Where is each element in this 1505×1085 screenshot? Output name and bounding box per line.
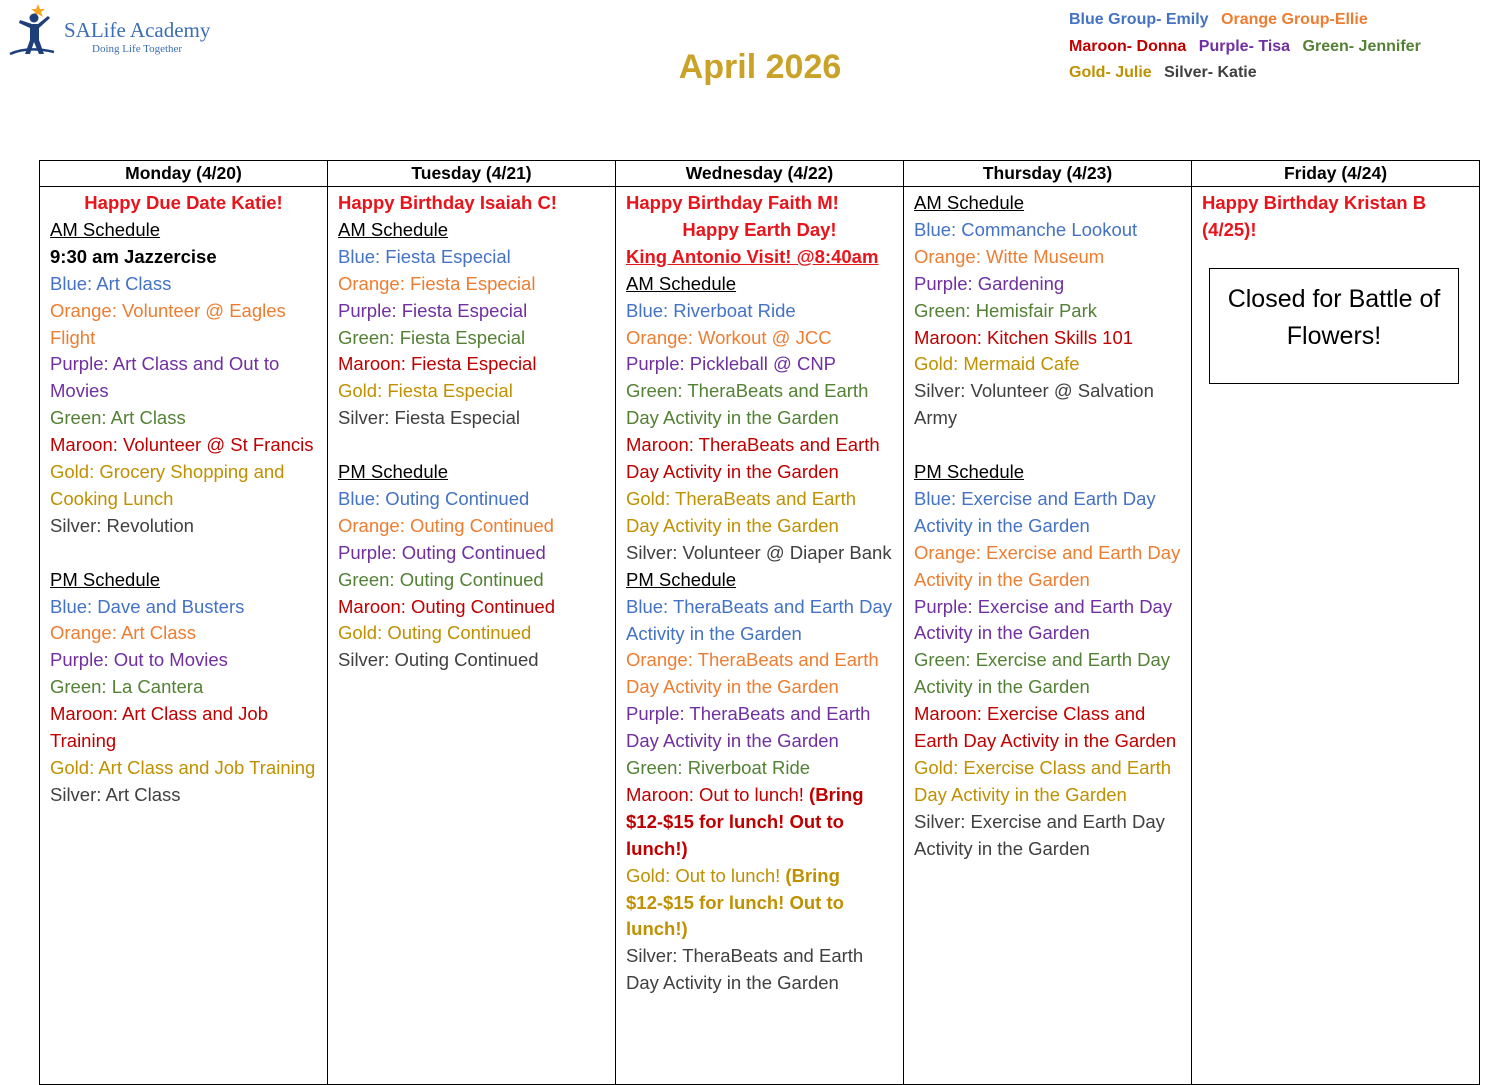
am-blue: Blue: Riverboat Ride — [626, 299, 796, 321]
pm-green: Green: Outing Continued — [338, 568, 544, 590]
legend-row — [1069, 7, 1429, 34]
pm-gold: Gold: Exercise Class and Earth Day Activity in the Garden — [914, 757, 1172, 805]
pm-purple: Purple: Exercise and Earth Day Activity in the Garden — [914, 595, 1173, 644]
pm-maroon — [626, 782, 893, 863]
am-orange: Orange: Volunteer @ Eagles Flight — [50, 299, 286, 348]
silver-label: Silver: — [50, 514, 102, 536]
day-header-wednesday: Wednesday (4/22) — [616, 161, 904, 187]
am-maroon: Maroon: TheraBeats and Earth Day Activity in the Garden — [626, 434, 880, 483]
day-cell-wednesday — [616, 187, 904, 1085]
legend-row — [1069, 60, 1429, 87]
special-note: Happy Earth Day! — [682, 218, 837, 240]
pm-purple: Purple: Outing Continued — [338, 541, 546, 563]
am-blue: Blue: Commanche Lookout — [914, 218, 1138, 240]
am-blue: Blue: Fiesta Especial — [338, 245, 511, 267]
am-orange: Orange: Fiesta Especial — [338, 272, 536, 294]
day-header-friday: Friday (4/24) — [1192, 161, 1480, 187]
jazzercise-note: 9:30 am Jazzercise — [50, 245, 217, 267]
pm-blue: Blue: TheraBeats and Earth Day Activity in the Garden — [626, 595, 893, 644]
am-gold: Gold: Fiesta Especial — [338, 380, 513, 402]
pm-heading: PM Schedule — [914, 461, 1025, 483]
pm-maroon: Maroon: Exercise Class and Earth Day Activity in the Garden — [914, 703, 1177, 752]
am-green: Green: TheraBeats and Earth Day Activity in the Garden — [626, 380, 869, 429]
am-heading: AM Schedule — [914, 192, 1025, 213]
am-green: Green: Fiesta Especial — [338, 326, 526, 348]
silver-activity: Revolution — [101, 514, 194, 536]
am-silver — [50, 513, 317, 540]
gold-note: (Bring $12-$15 for lunch! Out to lunch!) — [626, 864, 844, 940]
day-header-monday: Monday (4/20) — [40, 161, 328, 187]
day-cell-monday — [40, 187, 328, 1085]
pm-orange: Orange: Outing Continued — [338, 514, 554, 536]
day-cell-friday — [1192, 187, 1480, 1085]
pm-blue: Blue: Dave and Busters — [50, 595, 245, 617]
pm-heading: PM Schedule — [626, 568, 737, 590]
pm-silver: Silver: Art Class — [50, 783, 181, 805]
pm-maroon: Maroon: Outing Continued — [338, 595, 555, 617]
schedule-row — [40, 187, 1480, 1085]
day-header-tuesday: Tuesday (4/21) — [328, 161, 616, 187]
pm-purple: Purple: Out to Movies — [50, 649, 228, 671]
am-gold: Gold: Grocery Shopping and Cooking Lunch — [50, 461, 285, 509]
pm-silver: Silver: Outing Continued — [338, 649, 539, 671]
legend-row — [1069, 34, 1429, 61]
am-purple: Purple: Art Class and Out to Movies — [50, 353, 280, 402]
pm-heading: PM Schedule — [50, 568, 161, 590]
pm-gold: Gold: Art Class and Job Training — [50, 757, 316, 779]
pm-green: Green: Riverboat Ride — [626, 757, 811, 779]
pm-blue: Blue: Outing Continued — [338, 487, 530, 509]
pm-silver: Silver: Exercise and Earth Day Activity in the Garden — [914, 810, 1165, 859]
special-note: Happy Birthday Isaiah C! — [338, 192, 557, 213]
legend-silver: Silver- Katie — [1164, 64, 1257, 81]
pm-green: Green: La Cantera — [50, 676, 204, 698]
am-maroon: Maroon: Fiesta Especial — [338, 353, 537, 375]
legend-orange: Orange Group-Ellie — [1221, 11, 1368, 28]
am-green: Green: Art Class — [50, 407, 186, 429]
maroon-note: (Bring $12-$15 for lunch! Out to lunch!) — [626, 783, 864, 859]
pm-orange: Orange: Exercise and Earth Day Activity in the Garden — [914, 541, 1181, 590]
pm-maroon: Maroon: Art Class and Job Training — [50, 703, 268, 752]
am-gold: Gold: TheraBeats and Earth Day Activity in the Garden — [626, 487, 857, 536]
person-star-icon — [8, 2, 64, 58]
legend-purple: Purple- Tisa — [1198, 37, 1291, 55]
calendar-table — [39, 160, 1480, 1085]
am-orange: Orange: Workout @ JCC — [626, 326, 832, 348]
am-maroon: Maroon: Kitchen Skills 101 — [914, 326, 1134, 348]
special-note: King Antonio Visit! @8:40am — [626, 245, 879, 267]
pm-orange: Orange: Art Class — [50, 622, 197, 644]
am-blue: Blue: Art Class — [50, 272, 172, 294]
am-orange: Orange: Witte Museum — [914, 245, 1105, 267]
am-gold: Gold: Mermaid Cafe — [914, 353, 1080, 375]
am-green: Green: Hemisfair Park — [914, 299, 1097, 321]
pm-silver: Silver: TheraBeats and Earth Day Activity in the Garden — [626, 945, 864, 994]
closed-notice: Closed for Battle of Flowers! — [1209, 268, 1459, 384]
pm-purple: Purple: TheraBeats and Earth Day Activity in the Garden — [626, 703, 871, 752]
legend-blue: Blue Group- Emily — [1069, 11, 1209, 28]
am-silver: Silver: Fiesta Especial — [338, 407, 520, 429]
day-header-row — [40, 161, 1480, 187]
pm-orange: Orange: TheraBeats and Earth Day Activity in the Garden — [626, 649, 879, 698]
maroon-activity: Maroon: Out to lunch! — [626, 783, 810, 805]
am-silver: Silver: Volunteer @ Diaper Bank — [626, 541, 892, 563]
am-heading: AM Schedule — [50, 218, 161, 240]
am-silver: Silver: Volunteer @ Salvation Army — [914, 380, 1154, 429]
logo — [8, 6, 238, 62]
pm-blue: Blue: Exercise and Earth Day Activity in the Garden — [914, 487, 1156, 536]
am-purple: Purple: Fiesta Especial — [338, 299, 528, 321]
legend-maroon: Maroon- Donna — [1069, 37, 1187, 55]
pm-gold — [626, 863, 893, 944]
am-purple: Purple: Pickleball @ CNP — [626, 353, 837, 375]
logo-tagline: Doing Life Together — [92, 43, 183, 55]
page-title: April 2026 — [678, 48, 842, 86]
legend-green: Green- Jennifer — [1302, 37, 1421, 55]
pm-green: Green: Exercise and Earth Day Activity in the Garden — [914, 649, 1171, 698]
gold-activity: Gold: Out to lunch! — [626, 864, 786, 886]
legend-gold: Gold- Julie — [1069, 64, 1152, 81]
day-cell-tuesday — [328, 187, 616, 1085]
special-note: Happy Birthday Kristan B (4/25)! — [1202, 192, 1427, 240]
special-note: Happy Birthday Faith M! — [626, 192, 839, 213]
am-purple: Purple: Gardening — [914, 272, 1065, 294]
group-legend — [1069, 7, 1429, 87]
pm-heading: PM Schedule — [338, 461, 449, 483]
day-header-thursday: Thursday (4/23) — [904, 161, 1192, 187]
special-note: Happy Due Date Katie! — [84, 192, 283, 213]
logo-name: SALife Academy — [64, 18, 211, 42]
am-heading: AM Schedule — [338, 218, 449, 240]
am-heading: AM Schedule — [626, 272, 737, 294]
am-maroon: Maroon: Volunteer @ St Francis — [50, 434, 314, 456]
day-cell-thursday — [904, 187, 1192, 1085]
pm-gold: Gold: Outing Continued — [338, 622, 532, 644]
